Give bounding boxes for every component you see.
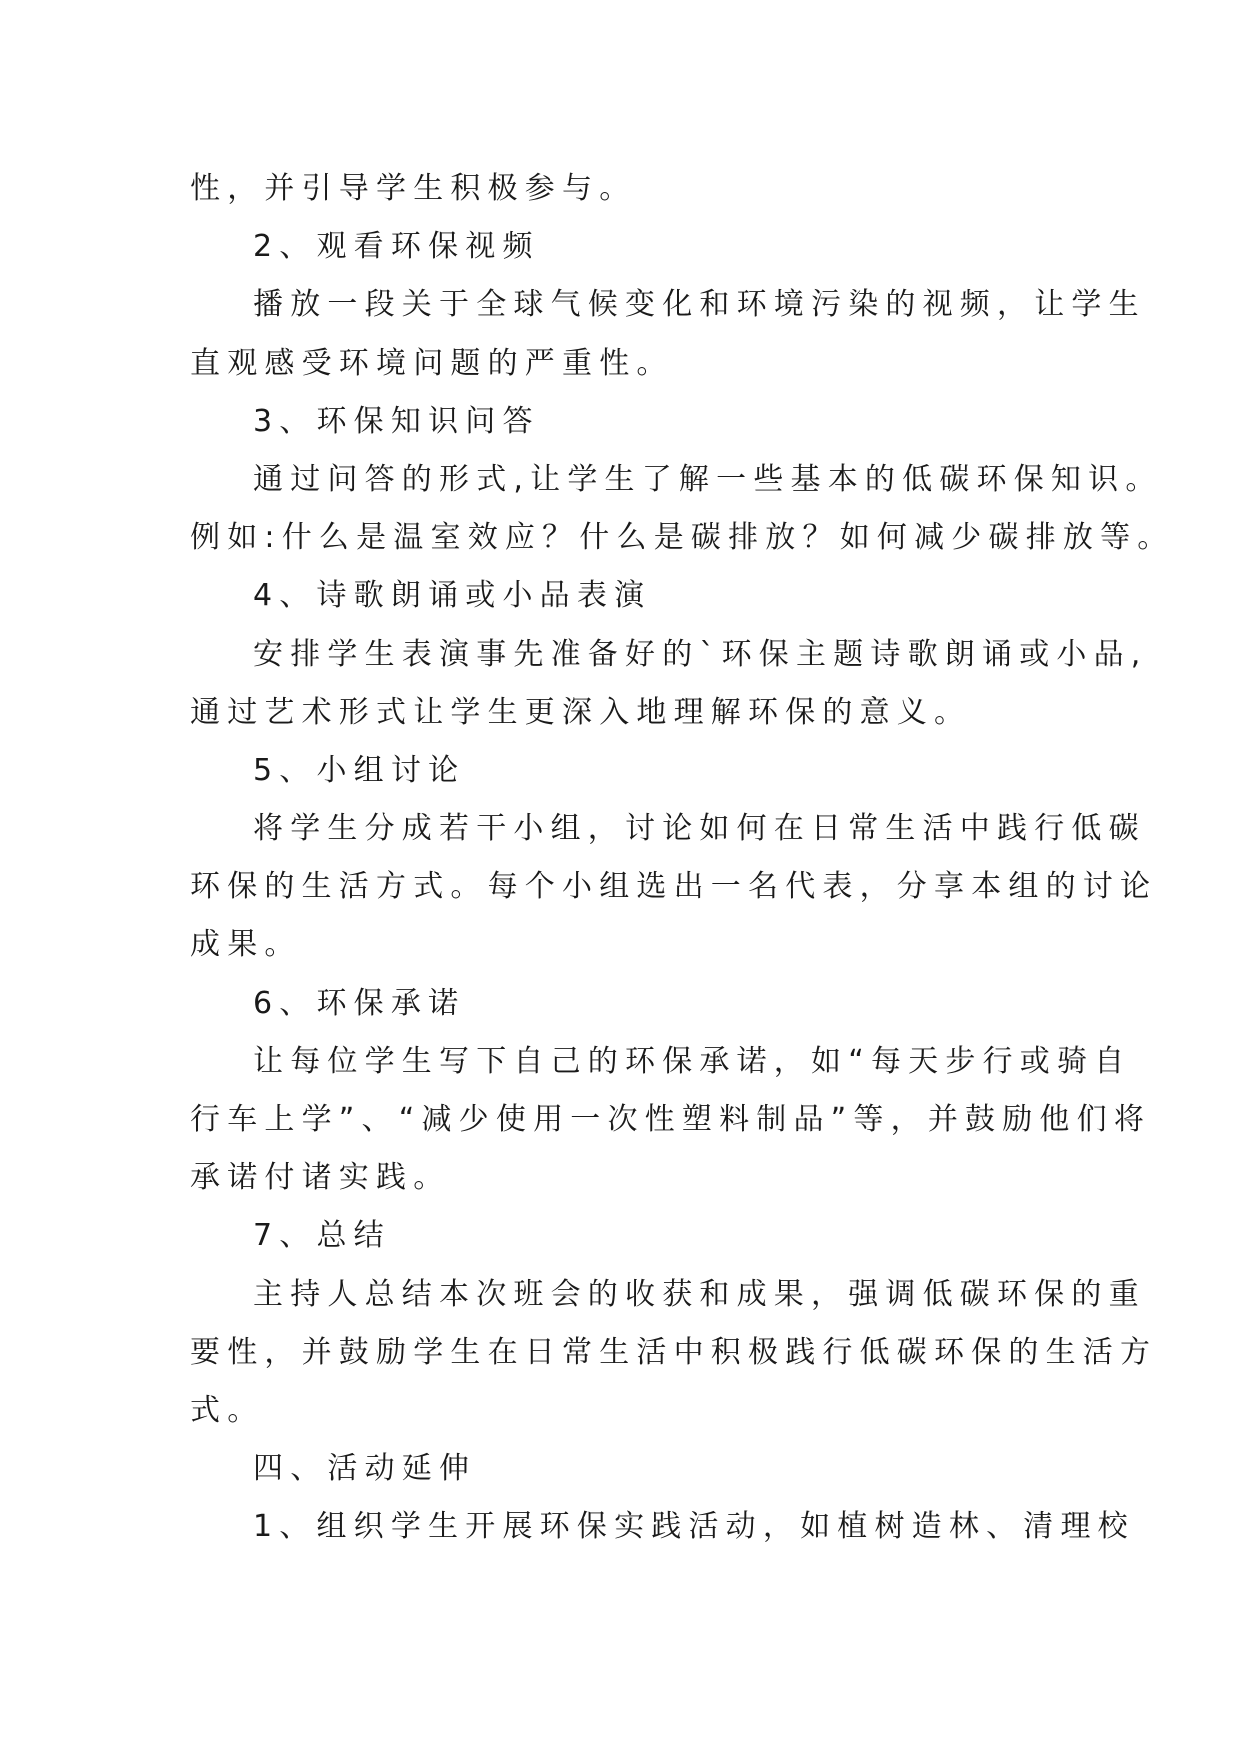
document-body [190,160,1175,1557]
paragraph-line-indented: 4、诗歌朗诵或小品表演 [253,578,652,614]
paragraph-line-indented: 3、环保知识问答 [253,403,540,439]
paragraph-line-indented: 6、环保承诺 [253,985,466,1021]
paragraph-line: 通过艺术形式让学生更深入地理解环保的意义。 [190,694,972,730]
paragraph-line-indented: 安排学生表演事先准备好的`环保主题诗歌朗诵或小品, [253,636,1148,672]
paragraph-line-indented: 7、总结 [253,1218,391,1254]
paragraph-line-indented: 5、小组讨论 [253,752,466,788]
paragraph-line: 要性，并鼓励学生在日常生活中积极践行低碳环保的生活方 [190,1334,1158,1370]
paragraph-line: 成果。 [190,927,302,963]
paragraph-line: 行车上学”、“减少使用一次性塑料制品”等，并鼓励他们将 [190,1102,1152,1137]
paragraph-line-indented: 将学生分成若干小组，讨论如何在日常生活中践行低碳 [253,811,1146,847]
paragraph-line: 式。 [190,1392,265,1428]
paragraph-line-indented: 通过问答的形式,让学生了解一些基本的低碳环保知识。 [253,461,1163,497]
paragraph-line-indented: 让每位学生写下自己的环保承诺，如“每天步行或骑自 [253,1043,1132,1079]
paragraph-line-indented: 四、活动延伸 [253,1451,477,1487]
paragraph-line-indented: 2、观看环保视频 [253,229,540,265]
paragraph-line-indented: 播放一段关于全球气候变化和环境污染的视频，让学生 [253,287,1146,323]
paragraph-line-indented: 1、组织学生开展环保实践活动，如植树造林、清理校 [253,1509,1135,1545]
paragraph-line: 例如:什么是温室效应？什么是碳排放？如何减少碳排放等。 [190,520,1175,556]
paragraph-line: 性，并引导学生积极参与。 [190,171,637,206]
paragraph-line: 承诺付诸实践。 [190,1160,451,1196]
paragraph-line: 环保的生活方式。每个小组选出一名代表，分享本组的讨论 [190,869,1158,905]
paragraph-line: 直观感受环境问题的严重性。 [190,345,674,381]
paragraph-line-indented: 主持人总结本次班会的收获和成果，强调低碳环保的重 [253,1276,1146,1312]
